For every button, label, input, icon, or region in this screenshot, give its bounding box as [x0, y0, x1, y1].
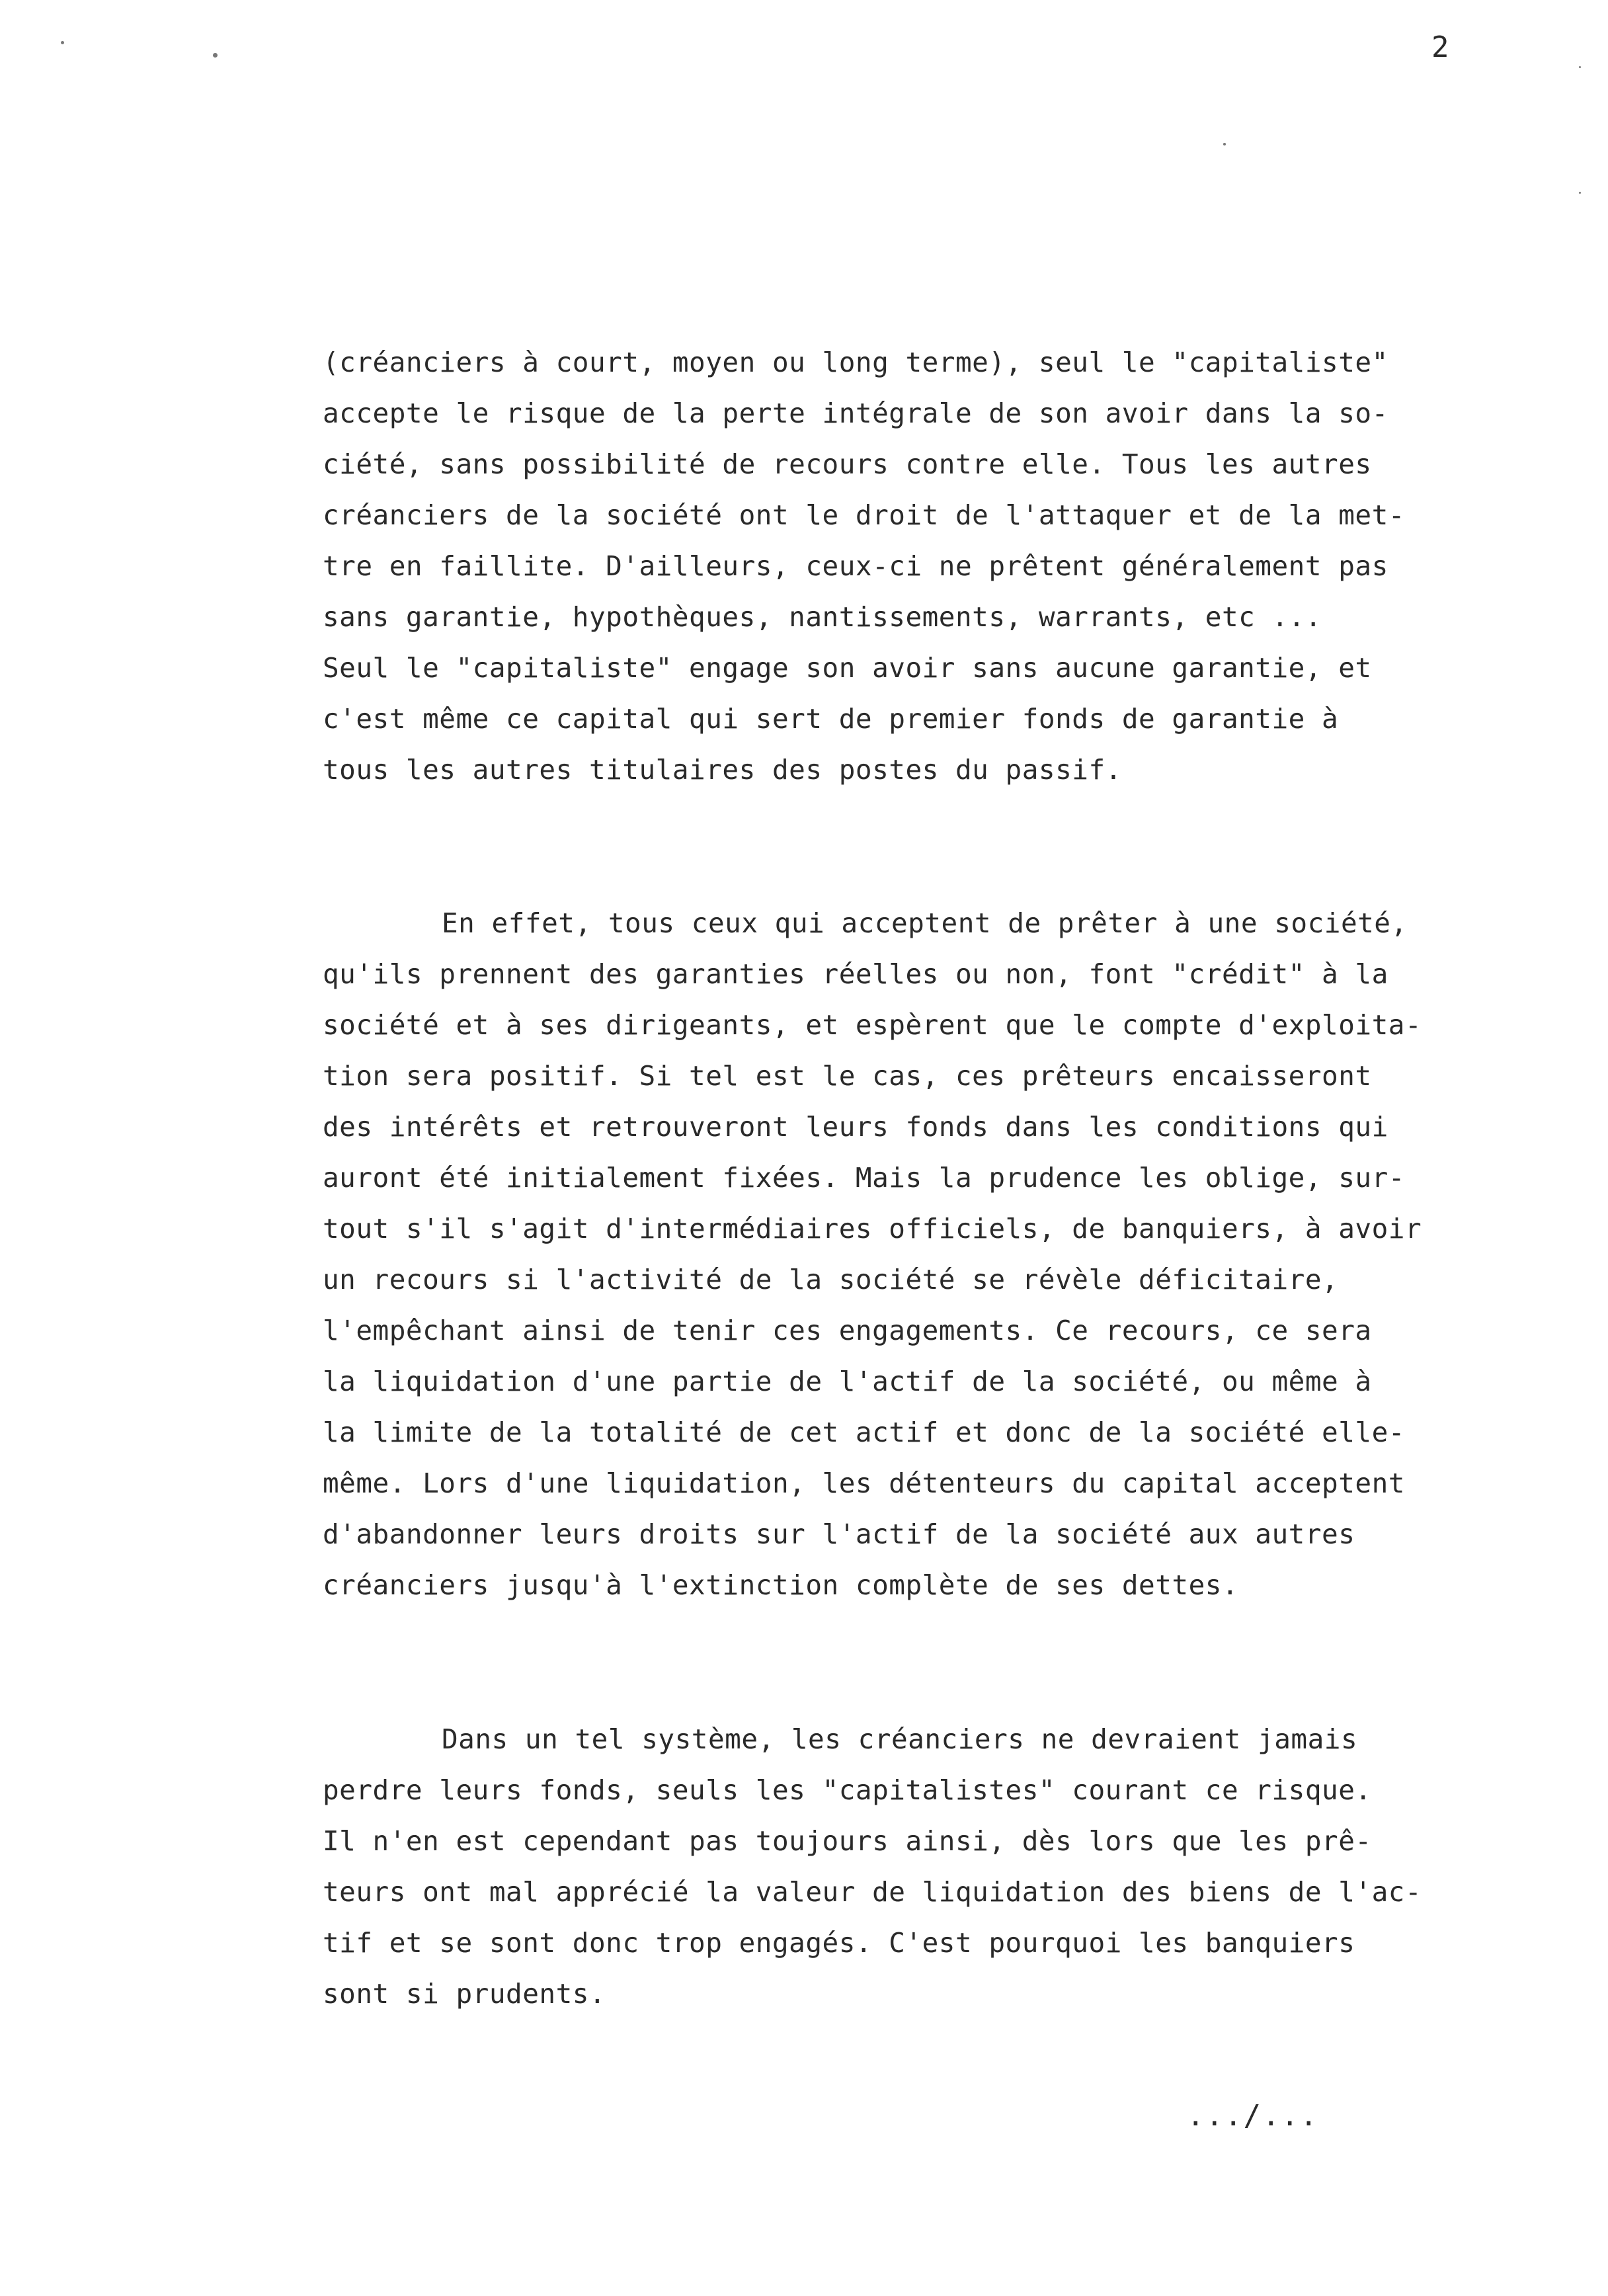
text-line: la limite de la totalité de cet actif et donc de la société elle- [323, 1416, 1405, 1448]
text-line: teurs ont mal apprécié la valeur de liquidation des biens de l'ac- [323, 1876, 1422, 1908]
text-line: ciété, sans possibilité de recours contre elle. Tous les autres [323, 448, 1372, 480]
text-line: c'est même ce capital qui sert de premier fonds de garantie à [323, 703, 1339, 735]
text-line: même. Lors d'une liquidation, les détenteurs du capital acceptent [323, 1467, 1405, 1499]
paragraph-1 [323, 337, 1473, 796]
paragraph-2 [323, 898, 1473, 1611]
text-line: d'abandonner leurs droits sur l'actif de la société aux autres [323, 1518, 1355, 1550]
text-line: l'empêchant ainsi de tenir ces engagements. Ce recours, ce sera [323, 1315, 1372, 1346]
continuation-marker: .../... [1187, 2099, 1319, 2133]
text-line: perdre leurs fonds, seuls les "capitalistes" courant ce risque. [323, 1774, 1372, 1806]
text-line: qu'ils prennent des garanties réelles ou non, font "crédit" à la [323, 958, 1388, 990]
text-line: créanciers jusqu'à l'extinction complète de ses dettes. [323, 1569, 1239, 1601]
text-line: accepte le risque de la perte intégrale de son avoir dans la so- [323, 397, 1388, 429]
scan-speck [1223, 143, 1226, 145]
text-line: la liquidation d'une partie de l'actif de la société, ou même à [323, 1366, 1372, 1397]
text-line: Il n'en est cependant pas toujours ainsi, dès lors que les prê- [323, 1825, 1372, 1857]
text-line: En effet, tous ceux qui acceptent de prêter à une société, [442, 907, 1408, 939]
text-line: sans garantie, hypothèques, nantissements, warrants, etc ... [323, 601, 1322, 633]
text-line: tous les autres titulaires des postes du passif. [323, 754, 1122, 786]
text-line: tion sera positif. Si tel est le cas, ces prêteurs encaisseront [323, 1060, 1372, 1092]
scan-speck [1579, 192, 1581, 194]
text-line: tre en faillite. D'ailleurs, ceux-ci ne prêtent généralement pas [323, 550, 1388, 582]
text-line: Seul le "capitaliste" engage son avoir sans aucune garantie, et [323, 652, 1372, 684]
text-line: (créanciers à court, moyen ou long terme), seul le "capitaliste" [323, 347, 1388, 378]
scan-speck [213, 53, 218, 58]
text-line: Dans un tel système, les créanciers ne devraient jamais [442, 1723, 1358, 1755]
text-line: des intérêts et retrouveront leurs fonds dans les conditions qui [323, 1111, 1388, 1143]
text-line: société et à ses dirigeants, et espèrent que le compte d'exploita- [323, 1009, 1422, 1041]
text-line: sont si prudents. [323, 1978, 606, 2010]
text-line: un recours si l'activité de la société se révèle déficitaire, [323, 1264, 1339, 1295]
text-line: auront été initialement fixées. Mais la prudence les oblige, sur- [323, 1162, 1405, 1194]
text-line: tout s'il s'agit d'intermédiaires officiels, de banquiers, à avoir [323, 1213, 1422, 1245]
page-number: 2 [1431, 30, 1449, 64]
paragraph-3 [323, 1714, 1473, 2020]
text-line: tif et se sont donc trop engagés. C'est pourquoi les banquiers [323, 1927, 1355, 1959]
scan-speck [61, 41, 64, 44]
text-line: créanciers de la société ont le droit de l'attaquer et de la met- [323, 499, 1405, 531]
scan-speck [1579, 66, 1581, 68]
